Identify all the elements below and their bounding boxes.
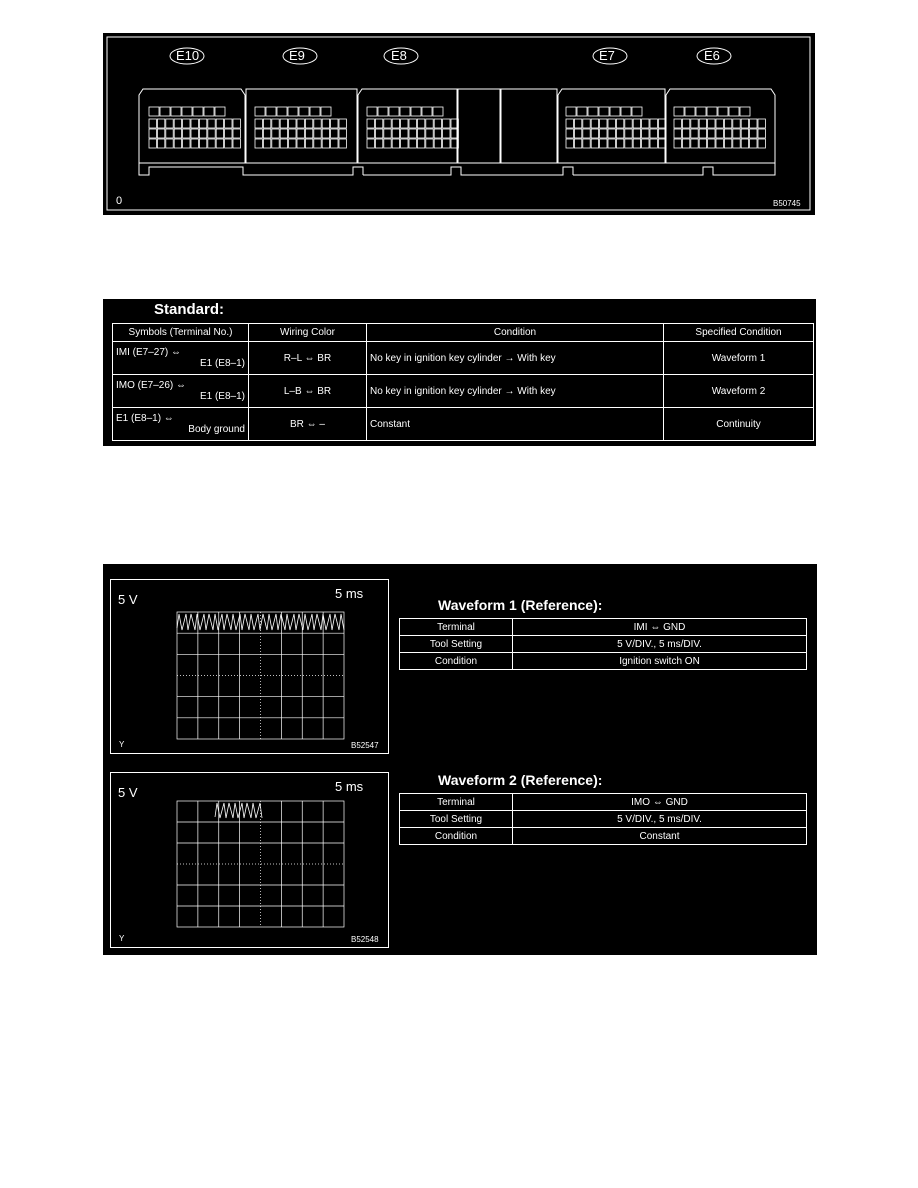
connector-pin — [208, 129, 215, 138]
connector-pin — [322, 119, 329, 128]
connector-pin — [733, 139, 740, 148]
connector-pin — [707, 107, 717, 116]
connector-pin — [199, 139, 206, 148]
connector-pin — [149, 119, 156, 128]
connector-pin — [443, 119, 450, 128]
connector-pin — [280, 139, 287, 148]
connector-pin — [339, 129, 346, 138]
connector-pin — [191, 129, 198, 138]
connector-pin — [600, 119, 607, 128]
connector-pin — [433, 107, 443, 116]
connector-pin — [191, 139, 198, 148]
connector-pin — [608, 129, 615, 138]
connector-pin — [149, 129, 156, 138]
connector-pin — [375, 139, 382, 148]
connector-pin — [577, 107, 587, 116]
connector-pin — [650, 139, 657, 148]
connector-pin — [174, 129, 181, 138]
connector-pin — [699, 139, 706, 148]
connector-pin — [299, 107, 309, 116]
connector-pin — [171, 107, 181, 116]
connector-pin — [682, 119, 689, 128]
connector-pin — [716, 119, 723, 128]
connector-pin — [741, 139, 748, 148]
connector-pin — [233, 119, 240, 128]
connector-pin — [691, 139, 698, 148]
symbol-line: E1 (E8–1) ⇔ — [116, 413, 174, 424]
symbol-line: IMO (E7–26) ⇔ — [116, 380, 187, 391]
connector-pin — [674, 107, 684, 116]
connector-pin — [600, 139, 607, 148]
connector-pin — [417, 139, 424, 148]
waveform-table — [399, 793, 807, 845]
connector-pin — [426, 129, 433, 138]
connector-pin — [208, 119, 215, 128]
connector-pin — [339, 139, 346, 148]
connector-pin — [566, 129, 573, 138]
connector-pin — [321, 107, 331, 116]
connector-pin — [409, 119, 416, 128]
connector-pin — [642, 139, 649, 148]
connector-pin — [322, 139, 329, 148]
connector-pin — [384, 129, 391, 138]
connector-pin — [674, 129, 681, 138]
connector-pin — [297, 129, 304, 138]
connector-pin — [272, 119, 279, 128]
table-header-row — [113, 324, 814, 342]
connector-pin — [574, 129, 581, 138]
connector-pin — [305, 139, 312, 148]
connector-pin — [417, 119, 424, 128]
connector-pin — [758, 139, 765, 148]
standard-title: Standard: — [154, 301, 225, 318]
figure-id: B52548 — [351, 935, 379, 944]
connector-pin — [255, 129, 262, 138]
connector-pin — [157, 119, 164, 128]
connector-pin — [392, 119, 399, 128]
connector-pin — [724, 139, 731, 148]
connector-pin — [183, 129, 190, 138]
connector-pin — [182, 107, 192, 116]
connector-pin — [718, 107, 728, 116]
connector-pin — [616, 119, 623, 128]
connector-pin — [733, 129, 740, 138]
connector-pin — [685, 107, 695, 116]
connector-pin — [392, 139, 399, 148]
connector-pin — [583, 129, 590, 138]
connector-pin — [233, 129, 240, 138]
connector-pin — [375, 129, 382, 138]
connector-pin — [699, 119, 706, 128]
row-label: Condition — [400, 653, 513, 670]
connector-pin — [708, 129, 715, 138]
connector-pin — [314, 139, 321, 148]
standard-table — [112, 323, 814, 441]
table-row — [400, 811, 807, 828]
connector-pin — [216, 119, 223, 128]
connector-pin — [566, 119, 573, 128]
connector-pin — [724, 119, 731, 128]
connector-pin — [696, 107, 706, 116]
waveform-title: Waveform 2 (Reference): — [438, 772, 603, 788]
volt-div-label: 5 V — [118, 592, 138, 607]
connector-pin — [443, 139, 450, 148]
condition-cell: No key in ignition key cylinder → With key — [367, 375, 664, 408]
connector-pin — [642, 129, 649, 138]
connector-pin — [588, 107, 598, 116]
connector-pin — [305, 119, 312, 128]
symbol-cell — [113, 375, 249, 408]
row-value: IMO ⇔ GND — [513, 794, 807, 811]
connector-pin — [632, 107, 642, 116]
connector-label-e8: E8 — [391, 48, 407, 63]
volt-div-label: 5 V — [118, 785, 138, 800]
connector-pin — [191, 119, 198, 128]
connector-pin — [263, 139, 270, 148]
connector-pin — [314, 129, 321, 138]
connector-pin — [616, 139, 623, 148]
connector-pin — [733, 119, 740, 128]
connector-pin — [426, 139, 433, 148]
column-header-wiring: Wiring Color — [249, 324, 367, 342]
connector-pin — [149, 107, 159, 116]
connector-pin — [566, 107, 576, 116]
connector-pin — [682, 129, 689, 138]
row-label: Terminal — [400, 794, 513, 811]
table-row — [113, 408, 814, 441]
connector-pin — [682, 139, 689, 148]
figure-id: B50745 — [773, 199, 801, 208]
connector-pin — [255, 107, 265, 116]
connector-pin — [401, 129, 408, 138]
connector-pin — [225, 139, 232, 148]
connector-label-e6: E6 — [704, 48, 720, 63]
connector-pin — [699, 129, 706, 138]
connector-pin — [434, 129, 441, 138]
connector-pin — [367, 139, 374, 148]
table-row — [400, 653, 807, 670]
connector-pin — [225, 119, 232, 128]
connector-pin — [708, 119, 715, 128]
row-value: Ignition switch ON — [513, 653, 807, 670]
connector-pin — [633, 139, 640, 148]
connector-pin — [272, 129, 279, 138]
connector-pin — [434, 119, 441, 128]
connector-pin — [331, 129, 338, 138]
connector-pin — [233, 139, 240, 148]
connector-pin — [331, 139, 338, 148]
oscilloscope-2 — [110, 772, 389, 948]
condition-cell: No key in ignition key cylinder → With key — [367, 342, 664, 375]
connector-pin — [422, 107, 432, 116]
connector-pin — [574, 119, 581, 128]
symbol-line: IMI (E7–27) ⇔ — [116, 347, 182, 358]
row-value: 5 V/DIV., 5 ms/DIV. — [513, 811, 807, 828]
connector-pin — [225, 129, 232, 138]
connector-pin — [277, 107, 287, 116]
connector-pin — [750, 119, 757, 128]
connector-pin — [289, 129, 296, 138]
connector-pin — [591, 139, 598, 148]
connector-pin — [297, 119, 304, 128]
connector-pin — [443, 129, 450, 138]
condition-cell: Constant — [367, 408, 664, 441]
connector-label-e10: E10 — [176, 48, 200, 63]
connector-pin — [691, 119, 698, 128]
connector-pin — [314, 119, 321, 128]
wiring-cell: R–L ⇔ BR — [249, 342, 367, 375]
connector-pin — [740, 107, 750, 116]
table-row — [400, 619, 807, 636]
row-value: IMI ⇔ GND — [513, 619, 807, 636]
connector-pin — [199, 119, 206, 128]
connector-pin — [741, 129, 748, 138]
connector-label-e7: E7 — [599, 48, 615, 63]
specified-cell: Waveform 1 — [664, 342, 814, 375]
connector-pin — [255, 139, 262, 148]
connector-pin — [633, 129, 640, 138]
connector-pin — [339, 119, 346, 128]
connector-pin — [583, 139, 590, 148]
connector-pin — [591, 129, 598, 138]
connector-pin — [272, 139, 279, 148]
connector-pin — [208, 139, 215, 148]
connector-pin — [216, 139, 223, 148]
row-value: Constant — [513, 828, 807, 845]
connector-pin — [409, 129, 416, 138]
connector-pin — [401, 119, 408, 128]
connector-pin — [310, 107, 320, 116]
figure-id: B52547 — [351, 741, 379, 750]
connector-pin — [389, 107, 399, 116]
connector-pin — [758, 119, 765, 128]
connector-pin — [384, 119, 391, 128]
table-row — [113, 342, 814, 375]
connector-pin — [255, 119, 262, 128]
connector-pin — [583, 119, 590, 128]
connector-pin — [149, 139, 156, 148]
connector-pin — [174, 119, 181, 128]
connector-pin — [729, 107, 739, 116]
specified-cell: Waveform 2 — [664, 375, 814, 408]
connector-pin — [417, 129, 424, 138]
connector-pin — [215, 107, 225, 116]
connector-pin — [375, 119, 382, 128]
connector-pin — [322, 129, 329, 138]
symbol-line: E1 (E8–1) — [199, 391, 245, 402]
column-header-symbols: Symbols (Terminal No.) — [113, 324, 249, 342]
connector-pin — [384, 139, 391, 148]
connector-pin — [266, 107, 276, 116]
connector-pin — [691, 129, 698, 138]
row-label: Condition — [400, 828, 513, 845]
waveform-table — [399, 618, 807, 670]
connector-pin — [367, 107, 377, 116]
connector-pin — [642, 119, 649, 128]
corner-label: Y — [119, 934, 125, 943]
symbol-line: E1 (E8–1) — [199, 358, 245, 369]
connector-pin — [750, 129, 757, 138]
waveform-title: Waveform 1 (Reference): — [438, 597, 603, 613]
oscilloscope-1 — [110, 579, 389, 754]
connector-pin — [204, 107, 214, 116]
connector-pin — [331, 119, 338, 128]
connector-label-e9: E9 — [289, 48, 305, 63]
connector-pin — [674, 139, 681, 148]
connector-pin — [608, 119, 615, 128]
connector-pin — [434, 139, 441, 148]
connector-pin — [741, 119, 748, 128]
connector-pin — [193, 107, 203, 116]
waveform-section — [103, 564, 817, 955]
connector-pin — [392, 129, 399, 138]
connector-diagram — [103, 33, 815, 215]
connector-pin — [297, 139, 304, 148]
connector-pin — [367, 119, 374, 128]
connector-pin — [401, 139, 408, 148]
connector-pin — [616, 129, 623, 138]
connector-pin — [591, 119, 598, 128]
connector-pin — [367, 129, 374, 138]
column-header-specified: Specified Condition — [664, 324, 814, 342]
connector-pin — [758, 129, 765, 138]
row-label: Terminal — [400, 619, 513, 636]
connector-pin — [409, 139, 416, 148]
connector-pin — [166, 139, 173, 148]
connector-pin — [625, 119, 632, 128]
connector-pin — [263, 129, 270, 138]
connector-pin — [708, 139, 715, 148]
waveform-trace — [215, 803, 262, 818]
scope-grid-1 — [111, 580, 388, 753]
connector-pin — [400, 107, 410, 116]
table-row — [400, 828, 807, 845]
connector-pin — [199, 129, 206, 138]
connector-pin — [288, 107, 298, 116]
wiring-cell: BR ⇔ – — [249, 408, 367, 441]
row-label: Tool Setting — [400, 636, 513, 653]
row-value: 5 V/DIV., 5 ms/DIV. — [513, 636, 807, 653]
connector-pin — [625, 129, 632, 138]
connector-pin — [263, 119, 270, 128]
connector-pin — [216, 129, 223, 138]
connector-pin — [608, 139, 615, 148]
corner-label: Y — [119, 740, 125, 749]
connector-pin — [750, 139, 757, 148]
time-div-label: 5 ms — [335, 586, 364, 601]
table-row — [400, 636, 807, 653]
connector-pin — [160, 107, 170, 116]
row-label: Tool Setting — [400, 811, 513, 828]
connector-pin — [600, 129, 607, 138]
connector-pin — [174, 139, 181, 148]
corner-label: 0 — [116, 195, 123, 207]
connector-pin — [621, 107, 631, 116]
connector-pin — [724, 129, 731, 138]
connector-pin — [280, 119, 287, 128]
connector-pin — [183, 139, 190, 148]
time-div-label: 5 ms — [335, 779, 364, 794]
column-header-condition: Condition — [367, 324, 664, 342]
connector-pin — [625, 139, 632, 148]
connector-pin — [280, 129, 287, 138]
connector-pin — [411, 107, 421, 116]
connector-pin — [716, 139, 723, 148]
connector-pin — [650, 119, 657, 128]
connector-pin — [378, 107, 388, 116]
table-row — [400, 794, 807, 811]
standard-section — [103, 299, 816, 446]
connector-pin — [166, 119, 173, 128]
connector-pin — [674, 119, 681, 128]
connector-pin — [716, 129, 723, 138]
connector-pin — [157, 129, 164, 138]
connector-pin — [183, 119, 190, 128]
connector-pin — [289, 119, 296, 128]
symbol-line: Body ground — [188, 424, 245, 435]
symbol-cell — [113, 342, 249, 375]
specified-cell: Continuity — [664, 408, 814, 441]
connector-pin — [650, 129, 657, 138]
connector-pin — [305, 129, 312, 138]
scope-grid-2 — [111, 773, 388, 947]
connector-pin — [599, 107, 609, 116]
symbol-cell — [113, 408, 249, 441]
connector-pin — [610, 107, 620, 116]
connector-pin — [633, 119, 640, 128]
connector-pin — [426, 119, 433, 128]
table-row — [113, 375, 814, 408]
connector-pin — [566, 139, 573, 148]
connector-pin — [166, 129, 173, 138]
connector-pin — [157, 139, 164, 148]
connector-pin — [574, 139, 581, 148]
connector-pin — [289, 139, 296, 148]
wiring-cell: L–B ⇔ BR — [249, 375, 367, 408]
